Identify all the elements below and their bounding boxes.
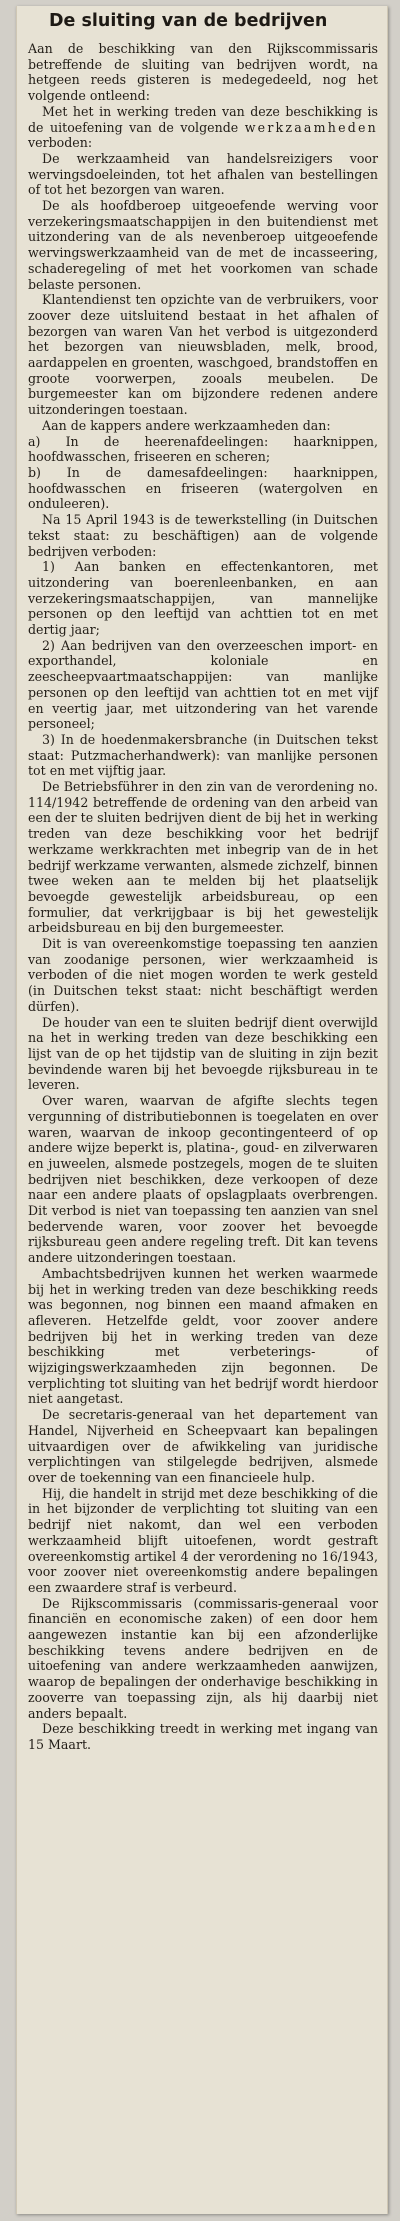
spaced-emphasis: werkzaamheden — [244, 119, 378, 135]
paragraph: De Betriebsführer in den zin van de verordening no. 114/1942 betreffende de ordening van den arbeid van een der te sluiten bedrijven dient de bij het in werking treden van deze beschikking voor het bedrijf werkzame werkkrachten met inbegrip van de in het bedrijf werkzame verwanten, alsmede zichzelf, binnen twee weken aan te melden bij het plaatselijk bevoegde gewestelijk arbeidsbureau, op een formulier, dat verkrijgbaar is bij het gewestelijk arbeidsbureau en bij den burgemeester. — [28, 779, 378, 936]
paragraph: Hij, die handelt in strijd met deze beschikking of die in het bijzonder de verplichting tot sluiting van een bedrijf niet nakomt, dan wel een verboden werkzaamheid blijft uitoefenen, wordt gestraft overeenkomstig artikel 4 der verordening no 16/1943, voor zoover niet overeenkomstig andere bepalingen een zwaardere straf is verbeurd. — [28, 1485, 378, 1595]
paragraph — [28, 104, 378, 151]
list-item: a) In de heerenafdeelingen: haarknippen, hoofdwasschen, friseeren en scheren; — [28, 433, 378, 465]
paragraph: Na 15 April 1943 is de tewerkstelling (in Duitschen tekst staat: zu beschäftigen) aan de volgende bedrijven verboden: — [28, 512, 378, 559]
paragraph: Ambachtsbedrijven kunnen het werken waarmede bij het in werking treden van deze beschikking reeds was begonnen, nog binnen een maand afmaken en afleveren. Hetzelfde geldt, voor zoover andere bedrijven bij het in werking treden van deze beschikking met verbeterings- of wijzigingswerkzaamheden zijn begonnen. De verplichting tot sluiting van het bedrijf wordt hierdoor niet aangetast. — [28, 1265, 378, 1407]
list-item: 3) In de hoedenmakersbranche (in Duitschen tekst staat: Putzmacherhandwerk): van manlijke personen tot en met vijftig jaar. — [28, 731, 378, 779]
list-item: b) In de damesafdeelingen: haarknippen, hoofdwasschen en friseeren (watergolven en onduleeren). — [28, 464, 378, 512]
article-headline: De sluiting van de bedrijven — [49, 11, 328, 31]
paragraph: Aan de beschikking van den Rijkscommissaris betreffende de sluiting van bedrijven wordt, na hetgeen reeds gisteren is medegedeeld, nog het volgende ontleend: — [28, 41, 378, 104]
paragraph: Aan de kappers andere werkzaamheden dan: — [42, 417, 331, 433]
paragraph: De Rijkscommissaris (commissaris-generaal voor financiën en economische zaken) of een door hem aangewezen instantie kan bij een afzonderlijke beschikking tevens andere bedrijven en de uitoefening van andere werkzaamheden aanwijzen, waarop de bepalingen der onderhavige beschikking in zooverre van toepassing zijn, als hij daarbij niet anders bepaalt. — [28, 1595, 378, 1721]
paragraph: Dit is van overeenkomstige toepassing ten aanzien van zoodanige personen, wier werkzaamheid is verboden of die niet mogen worden te werk gesteld (in Duitschen tekst staat: nicht beschäftigt werden dürfen). — [28, 936, 378, 1014]
list-item: 1) Aan banken en effectenkantoren, met uitzondering van boerenleenbanken, en aan verzekeringsmaatschappijen, van mannelijke personen op den leeftijd van achttien tot en met dertig jaar; — [28, 559, 378, 638]
article-body — [28, 41, 378, 1753]
paragraph: De houder van een te sluiten bedrijf dient overwijld na het in werking treden van deze beschikking een lijst van de op het tijdstip van de sluiting in zijn bezit bevindende waren bij het bevoegde rijksbureau in te leveren. — [28, 1014, 378, 1093]
newspaper-clipping — [16, 6, 388, 2214]
paragraph-text-end: verboden: — [28, 135, 93, 151]
paragraph: De als hoofdberoep uitgeoefende werving voor verzekeringsmaatschappijen in den buitendienst met uitzondering van de als nevenberoep uitgeoefende wervingswerkzaamheid van de met de incasseering, schaderegeling of met het voorkomen van schade belaste personen. — [28, 198, 378, 292]
list-item: 2) Aan bedrijven van den overzeeschen import- en exporthandel, koloniale en zeescheepvaartmaatschappijen: van manlijke personen op den leeftijd van achttien tot en met vijf en veertig jaar, met uitzondering van het varende personeel; — [28, 637, 378, 732]
paragraph: De secretaris-generaal van het departement van Handel, Nijverheid en Scheepvaart kan bepalingen uitvaardigen over de afwikkeling van juridische verplichtingen van stilgelegde bedrijven, alsmede over de toekenning van een financieele hulp. — [28, 1407, 378, 1485]
paragraph-text: Met het in werking treden van deze beschikking is de uitoefening van de volgende — [28, 103, 378, 135]
paragraph: De werkzaamheid van handelsreizigers voor wervingsdoeleinden, tot het afhalen van bestellingen of tot het bezorgen van waren. — [28, 150, 378, 198]
paragraph: Klantendienst ten opzichte van de verbruikers, voor zoover deze uitsluitend bestaat in het afhalen of bezorgen van waren Van het verbod is uitgezonderd het bezorgen van nieuwsbladen, melk, brood, aardappelen en groenten, waschgoed, brandstoffen en groote voorwerpen, zooals meubelen. De burgemeester kan om bijzondere redenen andere uitzonderingen toestaan. — [28, 292, 378, 418]
paragraph: Over waren, waarvan de afgifte slechts tegen vergunning of distributiebonnen is toegelaten en over waren, waarvan de inkoop gecontingenteerd of op andere wijze beperkt is, platina-, goud- en zilverwaren en juweelen, alsmede postzegels, mogen de te sluiten bedrijven niet beschikken, deze verkoopen of deze naar een andere plaats of opslagplaats overbrengen. Dit verbod is niet van toepassing ten aanzien van snel bedervende waren, voor zoover het bevoegde rijksbureau geen andere regeling treft. Dit kan tevens andere uitzonderingen toestaan. — [28, 1093, 378, 1266]
paragraph: Deze beschikking treedt in werking met ingang van 15 Maart. — [28, 1721, 378, 1752]
